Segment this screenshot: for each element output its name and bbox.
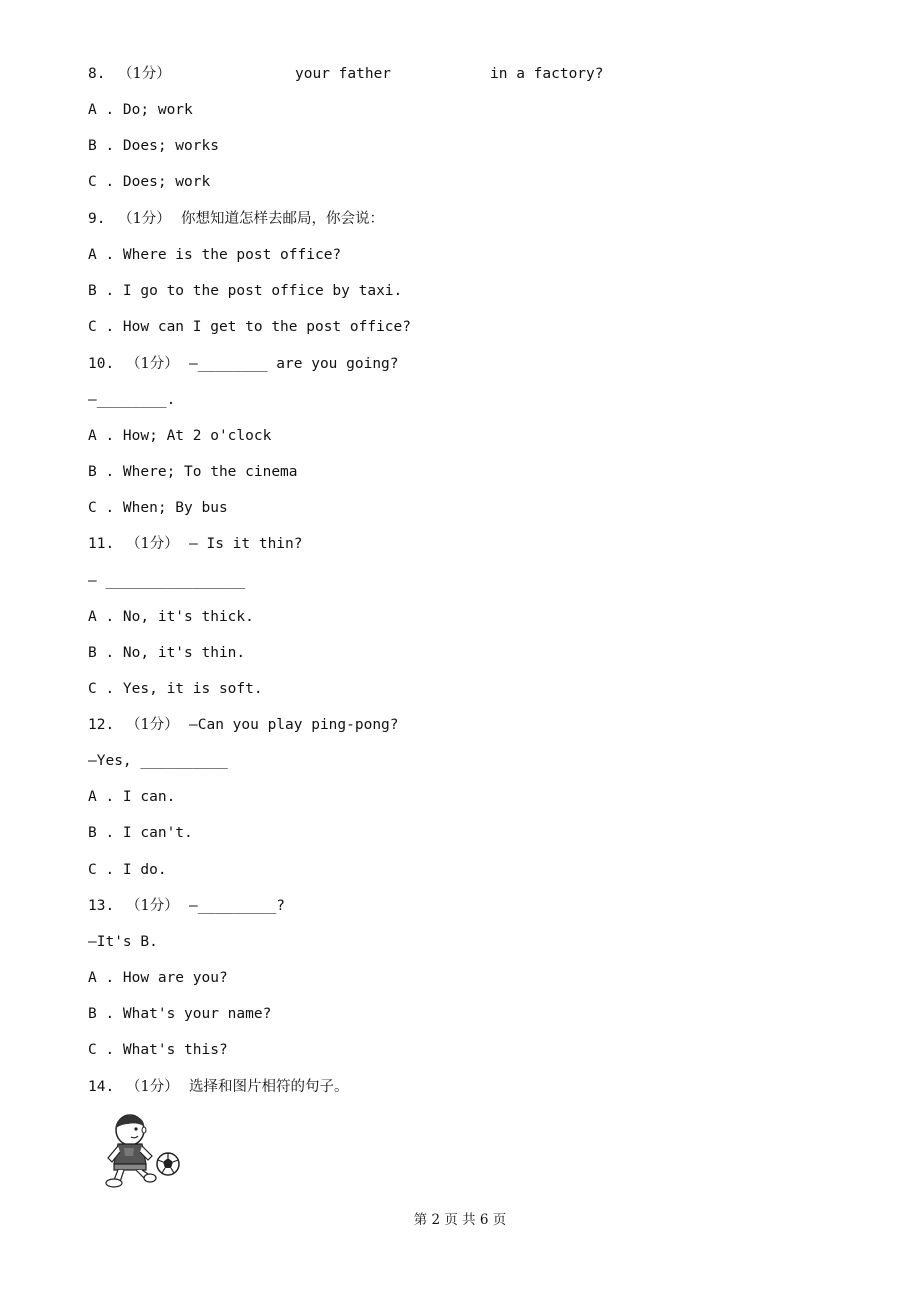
question-8-option-b[interactable]: B . Does; works <box>88 138 219 154</box>
question-13-stem: —_________? <box>189 898 286 914</box>
question-10-option-c[interactable]: C . When; By bus <box>88 500 228 516</box>
question-10-option-a[interactable]: A . How; At 2 o'clock <box>88 428 272 444</box>
question-11-stem: — Is it thin? <box>189 536 303 552</box>
question-11-score: （1分） <box>126 536 179 552</box>
question-13-option-b[interactable]: B . What's your name? <box>88 1006 272 1022</box>
question-9-option-a[interactable]: A . Where is the post office? <box>88 247 342 263</box>
question-11-option-a[interactable]: A . No, it's thick. <box>88 609 254 625</box>
question-9-number: 9. <box>88 211 106 227</box>
question-13-option-c[interactable]: C . What's this? <box>88 1042 228 1058</box>
question-12-option-c[interactable]: C . I do. <box>88 862 167 878</box>
question-11-answer-line: — ________________ <box>88 573 246 589</box>
question-8-score: （1分） <box>118 66 171 82</box>
question-14-score: （1分） <box>126 1079 179 1095</box>
question-13-number: 13. <box>88 898 115 914</box>
question-11-option-b[interactable]: B . No, it's thin. <box>88 645 246 661</box>
question-9-option-c[interactable]: C . How can I get to the post office? <box>88 319 412 335</box>
question-11-number: 11. <box>88 536 115 552</box>
question-12-number: 12. <box>88 717 115 733</box>
question-13-option-a[interactable]: A . How are you? <box>88 970 228 986</box>
question-8-stem-part2: in a factory? <box>490 66 604 82</box>
boy-playing-football-image <box>100 1112 184 1188</box>
question-8-option-a[interactable]: A . Do; work <box>88 102 193 118</box>
question-12-option-b[interactable]: B . I can't. <box>88 825 193 841</box>
question-12-score: （1分） <box>126 717 179 733</box>
question-14-stem: 选择和图片相符的句子。 <box>189 1079 349 1095</box>
question-10-answer-line: —________. <box>88 392 176 408</box>
question-10-option-b[interactable]: B . Where; To the cinema <box>88 464 298 480</box>
question-8-stem-part1: your father <box>295 66 392 82</box>
question-10-score: （1分） <box>126 356 179 372</box>
question-9-stem: 你想知道怎样去邮局，你会说： <box>181 211 384 227</box>
question-13-answer-line: —It's B. <box>88 934 158 950</box>
page-footer: 第 2 页 共 6 页 <box>413 1212 507 1228</box>
question-8-number: 8. <box>88 66 106 82</box>
question-10-stem: —________ are you going? <box>189 356 399 372</box>
question-8-option-c[interactable]: C . Does; work <box>88 174 211 190</box>
question-12-answer-line: —Yes, __________ <box>88 753 228 769</box>
question-9-option-b[interactable]: B . I go to the post office by taxi. <box>88 283 403 299</box>
question-9-score: （1分） <box>118 211 171 227</box>
question-10-number: 10. <box>88 356 115 372</box>
question-11-option-c[interactable]: C . Yes, it is soft. <box>88 681 263 697</box>
question-13-score: （1分） <box>126 898 179 914</box>
question-14-number: 14. <box>88 1079 115 1095</box>
question-12-stem: —Can you play ping-pong? <box>189 717 399 733</box>
question-12-option-a[interactable]: A . I can. <box>88 789 176 805</box>
